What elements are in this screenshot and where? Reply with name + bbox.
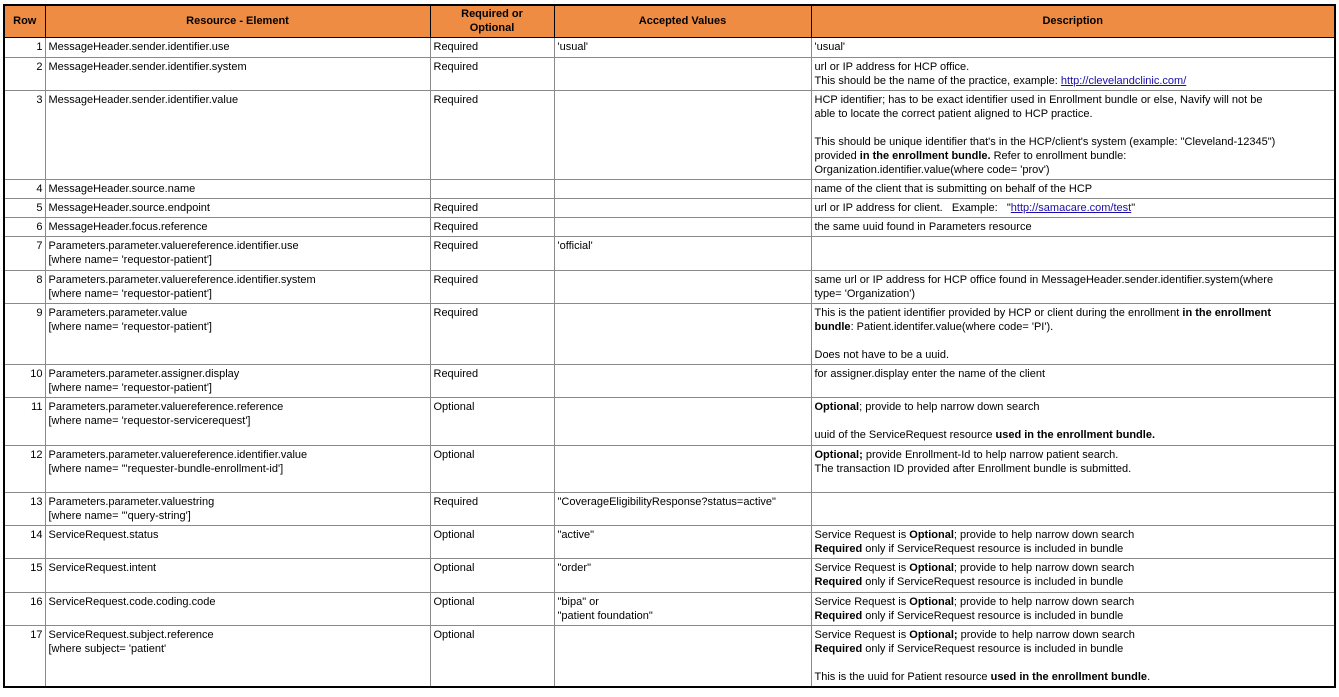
table-row [4, 270, 1335, 303]
table-row [4, 364, 1335, 397]
header-accepted-values: Accepted Values [554, 5, 811, 37]
row-number: 13 [4, 492, 45, 525]
table-row [4, 90, 1335, 179]
required-cell: Optional [430, 525, 554, 558]
description-cell: Optional; provide Enrollment-Id to help narrow patient search. The transaction ID provided after Enrollment bundle is submitted. [811, 445, 1335, 492]
table-row [4, 57, 1335, 90]
resource-element: ServiceRequest.status [45, 525, 430, 558]
accepted-cell [554, 90, 811, 179]
table-row [4, 625, 1335, 687]
row-number: 15 [4, 558, 45, 592]
required-cell: Required [430, 364, 554, 397]
header-description: Description [811, 5, 1335, 37]
header-required-optional: Required or Optional [430, 5, 554, 37]
required-cell: Optional [430, 397, 554, 445]
required-cell: Optional [430, 558, 554, 592]
table-row [4, 445, 1335, 492]
resource-element: Parameters.parameter.valuereference.identifier.system [where name= 'requestor-patient'] [45, 270, 430, 303]
resource-element: MessageHeader.focus.reference [45, 217, 430, 236]
description-cell: same url or IP address for HCP office found in MessageHeader.sender.identifier.system(where type= 'Organization') [811, 270, 1335, 303]
resource-element: ServiceRequest.intent [45, 558, 430, 592]
required-cell: Optional [430, 592, 554, 625]
accepted-cell: 'official' [554, 236, 811, 270]
required-cell: Optional [430, 625, 554, 687]
required-cell: Required [430, 198, 554, 217]
row-number: 12 [4, 445, 45, 492]
accepted-cell [554, 217, 811, 236]
row-number: 11 [4, 397, 45, 445]
accepted-cell [554, 57, 811, 90]
row-number: 7 [4, 236, 45, 270]
required-cell: Required [430, 303, 554, 364]
row-number: 14 [4, 525, 45, 558]
table-row [4, 592, 1335, 625]
accepted-cell: "CoverageEligibilityResponse?status=active" [554, 492, 811, 525]
description-cell: name of the client that is submitting on behalf of the HCP [811, 179, 1335, 198]
row-number: 8 [4, 270, 45, 303]
required-cell: Required [430, 492, 554, 525]
table-row [4, 198, 1335, 217]
resource-element: MessageHeader.sender.identifier.system [45, 57, 430, 90]
table-row [4, 37, 1335, 57]
row-number: 10 [4, 364, 45, 397]
row-number: 3 [4, 90, 45, 179]
accepted-cell [554, 198, 811, 217]
row-number: 5 [4, 198, 45, 217]
spec-table [3, 4, 1336, 688]
table-row [4, 217, 1335, 236]
description-cell: HCP identifier; has to be exact identifier used in Enrollment bundle or else, Navify will not be able to locate the correct patient aligned to HCP practice. This should be unique identifier that's in the HCP/client's system (example: "Cleveland-12345") provided in the enrollment bundle. Refer to enrollment bundle: Organization.identifier.value(where code= 'prov') [811, 90, 1335, 179]
table-row [4, 303, 1335, 364]
table-row [4, 558, 1335, 592]
header-resource-element: Resource - Element [45, 5, 430, 37]
resource-element: Parameters.parameter.valuereference.identifier.value [where name= '"requester-bundle-enrollment-id'] [45, 445, 430, 492]
resource-element: Parameters.parameter.valuereference.reference [where name= 'requestor-servicerequest'] [45, 397, 430, 445]
resource-element: Parameters.parameter.valuereference.identifier.use [where name= 'requestor-patient'] [45, 236, 430, 270]
description-cell: Service Request is Optional; provide to help narrow down search Required only if ServiceRequest resource is included in bundle [811, 592, 1335, 625]
accepted-cell: "order" [554, 558, 811, 592]
resource-element: ServiceRequest.code.coding.code [45, 592, 430, 625]
resource-element: Parameters.parameter.value [where name= 'requestor-patient'] [45, 303, 430, 364]
table-row [4, 492, 1335, 525]
resource-element: MessageHeader.source.endpoint [45, 198, 430, 217]
accepted-cell: "bipa" or "patient foundation" [554, 592, 811, 625]
required-cell: Optional [430, 445, 554, 492]
accepted-cell [554, 303, 811, 364]
resource-element: Parameters.parameter.valuestring [where name= '"query-string'] [45, 492, 430, 525]
description-cell: 'usual' [811, 37, 1335, 57]
description-cell: Service Request is Optional; provide to help narrow down search Required only if ServiceRequest resource is included in bundle [811, 558, 1335, 592]
accepted-cell [554, 397, 811, 445]
spec-table-container [3, 4, 1336, 688]
description-cell: for assigner.display enter the name of the client [811, 364, 1335, 397]
accepted-cell [554, 445, 811, 492]
accepted-cell: 'usual' [554, 37, 811, 57]
table-row [4, 236, 1335, 270]
row-number: 16 [4, 592, 45, 625]
description-cell: url or IP address for HCP office. This should be the name of the practice, example: http://clevelandclinic.com/ [811, 57, 1335, 90]
row-number: 6 [4, 217, 45, 236]
required-cell: Required [430, 57, 554, 90]
required-cell: Required [430, 217, 554, 236]
description-cell: Service Request is Optional; provide to help narrow down search Required only if ServiceRequest resource is included in bundle This is the uuid for Patient resource used in the enrollment bundle. [811, 625, 1335, 687]
required-cell: Required [430, 90, 554, 179]
resource-element: MessageHeader.sender.identifier.use [45, 37, 430, 57]
description-cell: url or IP address for client. Example: "http://samacare.com/test" [811, 198, 1335, 217]
description-cell: This is the patient identifier provided by HCP or client during the enrollment in the enrollment bundle: Patient.identifer.value(where code= 'PI'). Does not have to be a uuid. [811, 303, 1335, 364]
header-row-number: Row [4, 5, 45, 37]
accepted-cell: "active" [554, 525, 811, 558]
description-cell: Service Request is Optional; provide to help narrow down search Required only if ServiceRequest resource is included in bundle [811, 525, 1335, 558]
row-number: 1 [4, 37, 45, 57]
clevelandclinic-link[interactable]: http://clevelandclinic.com/ [1060, 74, 1187, 87]
row-number: 17 [4, 625, 45, 687]
table-row [4, 397, 1335, 445]
resource-element: ServiceRequest.subject.reference [where subject= 'patient' [45, 625, 430, 687]
row-number: 4 [4, 179, 45, 198]
description-cell [811, 492, 1335, 525]
samacare-link[interactable]: http://samacare.com/test [1010, 201, 1132, 214]
accepted-cell [554, 270, 811, 303]
row-number: 2 [4, 57, 45, 90]
accepted-cell [554, 179, 811, 198]
resource-element: Parameters.parameter.assigner.display [where name= 'requestor-patient'] [45, 364, 430, 397]
resource-element: MessageHeader.source.name [45, 179, 430, 198]
accepted-cell [554, 625, 811, 687]
row-number: 9 [4, 303, 45, 364]
table-row [4, 179, 1335, 198]
required-cell: Required [430, 236, 554, 270]
description-cell [811, 236, 1335, 270]
accepted-cell [554, 364, 811, 397]
description-cell: Optional; provide to help narrow down search uuid of the ServiceRequest resource used in the enrollment bundle. [811, 397, 1335, 445]
resource-element: MessageHeader.sender.identifier.value [45, 90, 430, 179]
description-cell: the same uuid found in Parameters resource [811, 217, 1335, 236]
required-cell [430, 179, 554, 198]
table-row [4, 525, 1335, 558]
required-cell: Required [430, 37, 554, 57]
header-row [4, 5, 1335, 37]
required-cell: Required [430, 270, 554, 303]
